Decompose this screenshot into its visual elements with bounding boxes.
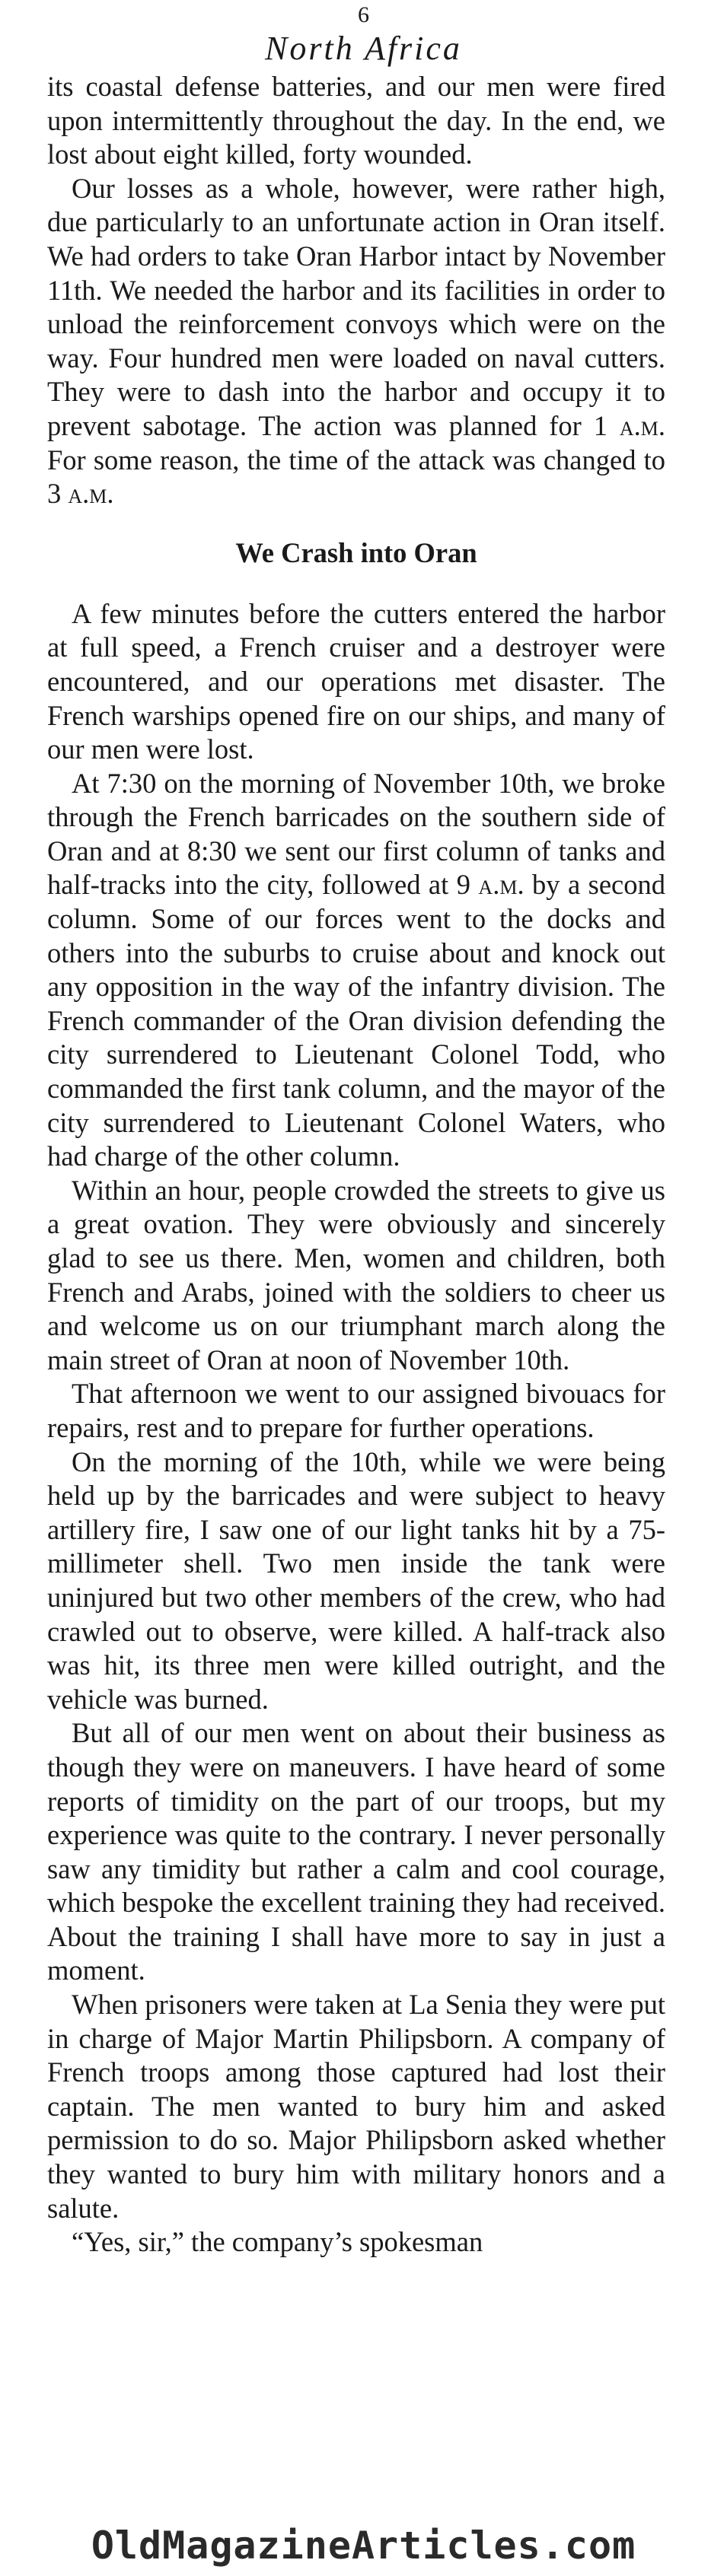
page-number: 6: [358, 2, 369, 27]
site-watermark[interactable]: OldMagazineArticles.com: [91, 2524, 636, 2568]
section-heading: We Crash into Oran: [235, 536, 477, 568]
running-head: North Africa: [265, 30, 462, 67]
article-paragraph: Within an hour, people crowded the streets to give us a great ovation. They were obviously and sincerely glad to see us there. Men, women and children, both French and Arabs, joined with the soldiers to cheer us and welcome us on our triumphant march along the main street of Oran at noon of November 10th.: [47, 1174, 665, 1375]
article-paragraph: At 7:30 on the morning of November 10th, we broke through the French barricades on the southern side of Oran and at 8:30 we sent our first column of tanks and half-tracks into the city, followed at 9 a.m. by a second column. Some of our forces went to the docks and others into the suburbs to cruise about and knock out any opposition in the way of the infantry division. The French commander of the Oran division defending the city surrendered to Lieutenant Colonel Todd, who commanded the first tank column, and the mayor of the city surrendered to Lieutenant Colonel Waters, who had charge of the other column.: [47, 767, 665, 1172]
article-column: [47, 70, 665, 2260]
article-paragraph: its coastal defense batteries, and our men were fired upon intermittently throughout the day. In the end, we lost about eight killed, forty wounded.: [47, 71, 665, 170]
article-paragraph: But all of our men went on about their business as though they were on maneuvers. I have heard of some reports of timidity on the part of our troops, but my experience was quite to the contrary. I never personally saw any timidity but rather a calm and cool courage, which bespoke the excellent training they had received. About the training I shall have more to say in just a moment.: [47, 1717, 665, 1986]
article-paragraph: A few minutes before the cutters entered the harbor at full speed, a French cruiser and a destroyer were encountered, and our operations met disaster. The French warships opened fire on our ships, and many of our men were lost.: [47, 597, 665, 765]
article-paragraph: On the morning of the 10th, while we were being held up by the barricades and were subject to heavy artillery fire, I saw one of our light tanks hit by a 75-millimeter shell. Two men inside the tank were uninjured but two other members of the crew, who had crawled out to observe, were killed. A half-track also was hit, its three men were killed outright, and the vehicle was burned.: [47, 1445, 665, 1715]
article-paragraph: Our losses as a whole, however, were rather high, due particularly to an unfortunate action in Oran itself. We had orders to take Oran Harbor intact by November 11th. We needed the harbor and its facilities in order to unload the reinforcement convoys which were on the way. Four hundred men were loaded on naval cutters. They were to dash into the harbor and occupy it to prevent sabotage. The action was planned for 1 a.m. For some reason, the time of the attack was changed to 3 a.m.: [47, 172, 665, 510]
article-paragraph: “Yes, sir,” the company’s spokesman: [72, 2226, 483, 2258]
article-paragraph: When prisoners were taken at La Senia they were put in charge of Major Martin Philipsborn. A company of French troops among those captured had lost their captain. The men wanted to bury him and asked permission to do so. Major Philipsborn asked whether they wanted to bury him with military honors and a salute.: [47, 1989, 665, 2224]
article-paragraph: That afternoon we went to our assigned bivouacs for repairs, rest and to prepare for further operations.: [47, 1378, 665, 1443]
